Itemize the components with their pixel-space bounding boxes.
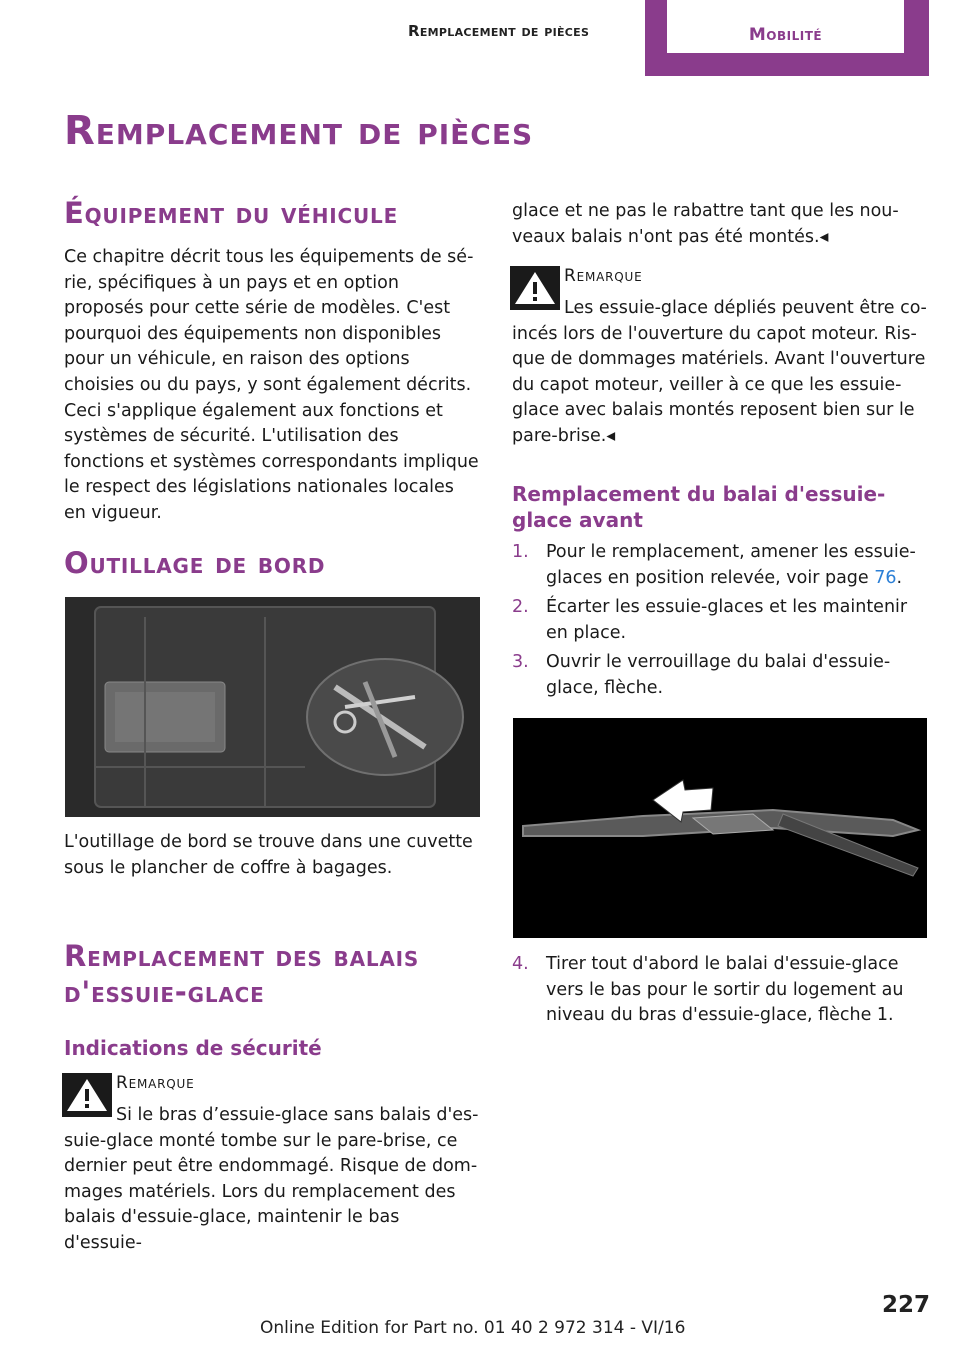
note-text: Si le bras d’essuie-glace sans balais d'essuie-glace monté tombe sur le pare-brise, ce dernier peut être endommagé. Risque de dommages matériels. Lors du remplacement des balais d'essuie-glace, maintenir le bas d'essuie- bbox=[64, 1105, 479, 1253]
list-text: Tirer tout d'abord le balai d'essuie-glace vers le bas pour le sortir du logement au niveau du bras d'essuie-glace, flèche 1. bbox=[546, 954, 904, 1026]
list-item bbox=[512, 595, 928, 647]
note-text: Les essuie-glace dépliés peuvent être coincés lors de l'ouverture du capot moteur. Risque de dommages matériels. Avant l'ouverture du capot moteur, veiller à ce que les essuie-glace avec balais montés reposent bien sur le pare-brise.◂ bbox=[512, 298, 927, 446]
note-label: Remarque bbox=[564, 266, 643, 286]
chapter-tab-label: Mobilité bbox=[667, 0, 904, 53]
running-header-chapter: Remplacement de pièces bbox=[408, 22, 590, 40]
list-number: 4. bbox=[512, 954, 529, 974]
page-link[interactable]: 76 bbox=[874, 567, 897, 588]
wiper-illustration bbox=[513, 718, 927, 938]
list-number: 2. bbox=[512, 597, 529, 617]
list-item bbox=[512, 650, 928, 702]
section-title-balais: Remplacement des balais d'essuie-glace bbox=[64, 939, 420, 1009]
toolkit-illustration bbox=[65, 597, 480, 817]
list-item bbox=[512, 952, 928, 1030]
wiper-photo bbox=[513, 718, 927, 938]
safety-subtitle: Indications de sécurité bbox=[64, 1036, 322, 1060]
equipement-paragraph: Ce chapitre décrit tous les équipements de série, spécifiques à un pays et en option proposés pour cette série de modèles. C'est pourquoi des équipements non disponibles pour un véhicule, en raison des options choisies ou du pays, y sont également décrits. Ceci s'applique également aux fonctions et systèmes de sécurité. L'utilisation des fonctions et systèmes correspondants implique le respect des législations nationales locales en vigueur. bbox=[64, 247, 479, 523]
list-number: 1. bbox=[512, 542, 529, 562]
section-title-outillage: Outillage de bord bbox=[64, 546, 326, 580]
list-item bbox=[512, 540, 928, 592]
list-number: 3. bbox=[512, 652, 529, 672]
toolkit-photo bbox=[65, 597, 480, 817]
front-wiper-subtitle: Remplacement du balai d'essuie-glace avant bbox=[512, 482, 886, 532]
section-title-equipement: Équipement du véhicule bbox=[64, 196, 399, 230]
edition-footer: Online Edition for Part no. 01 40 2 972 314 - VI/16 bbox=[260, 1318, 686, 1338]
outillage-paragraph: L'outillage de bord se trouve dans une cuvette sous le plancher de coffre à bagages. bbox=[64, 832, 473, 878]
page-title: Remplacement de pièces bbox=[64, 108, 534, 154]
list-text: Ouvrir le verrouillage du balai d'essuie-glace, flèche. bbox=[546, 652, 891, 698]
page-number: 227 bbox=[881, 1292, 930, 1318]
list-text: Pour le remplacement, amener les essuie-glaces en position relevée, voir page 76. bbox=[546, 542, 916, 588]
note-label: Remarque bbox=[116, 1073, 195, 1093]
note-text-continued: glace et ne pas le rabattre tant que les nouveaux balais n'ont pas été montés.◂ bbox=[512, 201, 899, 247]
list-text: Écarter les essuie-glaces et les maintenir en place. bbox=[546, 597, 908, 643]
